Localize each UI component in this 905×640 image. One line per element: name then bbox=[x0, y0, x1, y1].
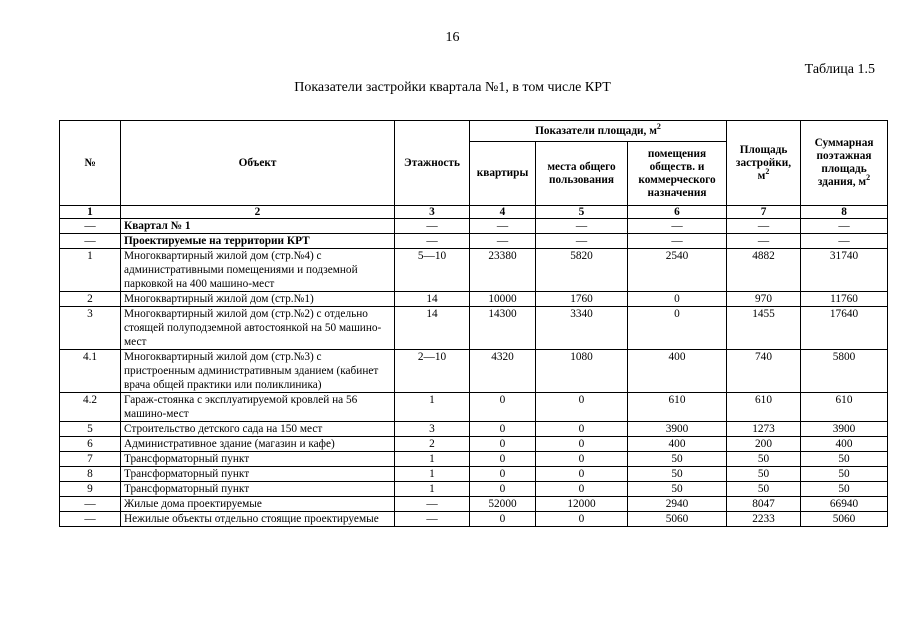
header-area-group-sup: 2 bbox=[656, 121, 661, 131]
row-total: 17640 bbox=[801, 307, 888, 350]
row-total: 50 bbox=[801, 452, 888, 467]
building-indicators-table bbox=[59, 120, 888, 527]
row-floors: 3 bbox=[395, 422, 470, 437]
row-apartments: 0 bbox=[470, 393, 536, 422]
table-row bbox=[60, 350, 888, 393]
row-num: 2 bbox=[60, 292, 121, 307]
header-floors: Этажность bbox=[395, 121, 470, 206]
column-number: 5 bbox=[536, 206, 628, 219]
row-floors: 1 bbox=[395, 393, 470, 422]
row-commercial: 400 bbox=[628, 350, 727, 393]
table-row bbox=[60, 307, 888, 350]
row-floors: 1 bbox=[395, 452, 470, 467]
row-total: 11760 bbox=[801, 292, 888, 307]
row-object: Гараж-стоянка с эксплуатируемой кровлей на 56 машино-мест bbox=[121, 393, 395, 422]
row-num: 4.2 bbox=[60, 393, 121, 422]
row-footprint: 50 bbox=[727, 482, 801, 497]
row-floors: 14 bbox=[395, 292, 470, 307]
row-total: 3900 bbox=[801, 422, 888, 437]
row-total: 5800 bbox=[801, 350, 888, 393]
row-common: 0 bbox=[536, 452, 628, 467]
row-commercial: 2540 bbox=[628, 249, 727, 292]
row-footprint: 970 bbox=[727, 292, 801, 307]
row-floors: — bbox=[395, 219, 470, 234]
row-total: — bbox=[801, 234, 888, 249]
row-apartments: 0 bbox=[470, 482, 536, 497]
row-floors: 5—10 bbox=[395, 249, 470, 292]
column-numbers-row bbox=[60, 206, 888, 219]
table-title: Показатели застройки квартала №1, в том числе КРТ bbox=[294, 80, 611, 95]
row-commercial: 50 bbox=[628, 482, 727, 497]
row-total: 400 bbox=[801, 437, 888, 452]
header-apartments: квартиры bbox=[470, 142, 536, 206]
row-num: 9 bbox=[60, 482, 121, 497]
table-row bbox=[60, 393, 888, 422]
header-commercial: помещения обществ. и коммерческого назначения bbox=[628, 142, 727, 206]
row-footprint: 1273 bbox=[727, 422, 801, 437]
row-common: 0 bbox=[536, 512, 628, 527]
row-num: 8 bbox=[60, 467, 121, 482]
row-total: — bbox=[801, 219, 888, 234]
row-commercial: 50 bbox=[628, 452, 727, 467]
header-total-sup: 2 bbox=[866, 173, 871, 183]
header-num: № bbox=[60, 121, 121, 206]
row-footprint: 4882 bbox=[727, 249, 801, 292]
row-apartments: 0 bbox=[470, 467, 536, 482]
row-commercial: 610 bbox=[628, 393, 727, 422]
row-footprint: — bbox=[727, 219, 801, 234]
row-num: — bbox=[60, 234, 121, 249]
row-num: 5 bbox=[60, 422, 121, 437]
row-object: Многоквартирный жилой дом (стр.№1) bbox=[121, 292, 395, 307]
row-floors: 1 bbox=[395, 467, 470, 482]
row-object: Строительство детского сада на 150 мест bbox=[121, 422, 395, 437]
row-apartments: 0 bbox=[470, 437, 536, 452]
row-common: 12000 bbox=[536, 497, 628, 512]
row-apartments: — bbox=[470, 234, 536, 249]
row-object: Многоквартирный жилой дом (стр.№3) с пристроенным административным зданием (кабинет врача общей практики или поликлиника) bbox=[121, 350, 395, 393]
row-object: Многоквартирный жилой дом (стр.№4) с административными помещениями и подземной парковкой на 400 машино-мест bbox=[121, 249, 395, 292]
row-footprint: 1455 bbox=[727, 307, 801, 350]
row-common: — bbox=[536, 219, 628, 234]
row-apartments: — bbox=[470, 219, 536, 234]
row-commercial: 3900 bbox=[628, 422, 727, 437]
row-object: Квартал № 1 bbox=[121, 219, 395, 234]
row-floors: 14 bbox=[395, 307, 470, 350]
table-row bbox=[60, 292, 888, 307]
row-commercial: — bbox=[628, 234, 727, 249]
header-total bbox=[801, 121, 888, 206]
header-footprint-text: Площадь застройки, м bbox=[735, 143, 792, 182]
row-common: 0 bbox=[536, 422, 628, 437]
row-footprint: 50 bbox=[727, 452, 801, 467]
row-common: 1760 bbox=[536, 292, 628, 307]
row-footprint: 8047 bbox=[727, 497, 801, 512]
row-commercial: — bbox=[628, 219, 727, 234]
row-num: 1 bbox=[60, 249, 121, 292]
row-commercial: 50 bbox=[628, 467, 727, 482]
column-number: 1 bbox=[60, 206, 121, 219]
row-apartments: 4320 bbox=[470, 350, 536, 393]
row-commercial: 2940 bbox=[628, 497, 727, 512]
header-area-group-text: Показатели площади, м bbox=[535, 124, 657, 137]
row-floors: — bbox=[395, 512, 470, 527]
row-common: 0 bbox=[536, 467, 628, 482]
table-row bbox=[60, 422, 888, 437]
row-num: — bbox=[60, 497, 121, 512]
row-total: 66940 bbox=[801, 497, 888, 512]
row-floors: — bbox=[395, 497, 470, 512]
row-apartments: 0 bbox=[470, 452, 536, 467]
row-floors: — bbox=[395, 234, 470, 249]
column-number: 2 bbox=[121, 206, 395, 219]
table-row bbox=[60, 452, 888, 467]
row-common: 0 bbox=[536, 393, 628, 422]
table-label: Таблица 1.5 bbox=[804, 62, 875, 77]
row-num: 4.1 bbox=[60, 350, 121, 393]
row-object: Нежилые объекты отдельно стоящие проектируемые bbox=[121, 512, 395, 527]
row-num: 6 bbox=[60, 437, 121, 452]
row-total: 50 bbox=[801, 482, 888, 497]
row-apartments: 0 bbox=[470, 422, 536, 437]
table-row bbox=[60, 249, 888, 292]
row-footprint: 50 bbox=[727, 467, 801, 482]
row-commercial: 0 bbox=[628, 307, 727, 350]
row-object: Проектируемые на территории КРТ bbox=[121, 234, 395, 249]
row-apartments: 14300 bbox=[470, 307, 536, 350]
row-common: — bbox=[536, 234, 628, 249]
header-area-group bbox=[470, 121, 727, 142]
table-row bbox=[60, 467, 888, 482]
table-row bbox=[60, 497, 888, 512]
row-common: 0 bbox=[536, 437, 628, 452]
row-common: 3340 bbox=[536, 307, 628, 350]
row-object: Административное здание (магазин и кафе) bbox=[121, 437, 395, 452]
row-object: Трансформаторный пункт bbox=[121, 482, 395, 497]
header-object: Объект bbox=[121, 121, 395, 206]
table-row bbox=[60, 234, 888, 249]
row-commercial: 5060 bbox=[628, 512, 727, 527]
row-footprint: 610 bbox=[727, 393, 801, 422]
row-num: — bbox=[60, 219, 121, 234]
row-common: 1080 bbox=[536, 350, 628, 393]
row-commercial: 400 bbox=[628, 437, 727, 452]
column-number: 8 bbox=[801, 206, 888, 219]
header-footprint-sup: 2 bbox=[765, 166, 770, 176]
row-num: 3 bbox=[60, 307, 121, 350]
row-common: 5820 bbox=[536, 249, 628, 292]
row-object: Многоквартирный жилой дом (стр.№2) с отдельно стоящей полуподземной автостоянкой на 50 машино-мест bbox=[121, 307, 395, 350]
header-total-text: Суммарная поэтажная площадь здания, м bbox=[814, 137, 874, 188]
row-object: Трансформаторный пункт bbox=[121, 467, 395, 482]
row-floors: 1 bbox=[395, 482, 470, 497]
row-common: 0 bbox=[536, 482, 628, 497]
row-total: 5060 bbox=[801, 512, 888, 527]
column-number: 6 bbox=[628, 206, 727, 219]
row-object: Жилые дома проектируемые bbox=[121, 497, 395, 512]
row-total: 31740 bbox=[801, 249, 888, 292]
row-footprint: 740 bbox=[727, 350, 801, 393]
row-total: 50 bbox=[801, 467, 888, 482]
row-object: Трансформаторный пункт bbox=[121, 452, 395, 467]
column-number: 3 bbox=[395, 206, 470, 219]
table-body bbox=[60, 206, 888, 527]
column-number: 7 bbox=[727, 206, 801, 219]
column-number: 4 bbox=[470, 206, 536, 219]
row-num: — bbox=[60, 512, 121, 527]
header-footprint bbox=[727, 121, 801, 206]
row-floors: 2 bbox=[395, 437, 470, 452]
row-apartments: 23380 bbox=[470, 249, 536, 292]
table-row bbox=[60, 437, 888, 452]
row-floors: 2—10 bbox=[395, 350, 470, 393]
row-footprint: 2233 bbox=[727, 512, 801, 527]
page-number: 16 bbox=[445, 30, 460, 45]
row-apartments: 10000 bbox=[470, 292, 536, 307]
row-total: 610 bbox=[801, 393, 888, 422]
row-commercial: 0 bbox=[628, 292, 727, 307]
row-apartments: 0 bbox=[470, 512, 536, 527]
table-row bbox=[60, 512, 888, 527]
table-row bbox=[60, 482, 888, 497]
table-row bbox=[60, 219, 888, 234]
header-common: места общего пользования bbox=[536, 142, 628, 206]
row-footprint: — bbox=[727, 234, 801, 249]
row-num: 7 bbox=[60, 452, 121, 467]
row-footprint: 200 bbox=[727, 437, 801, 452]
row-apartments: 52000 bbox=[470, 497, 536, 512]
